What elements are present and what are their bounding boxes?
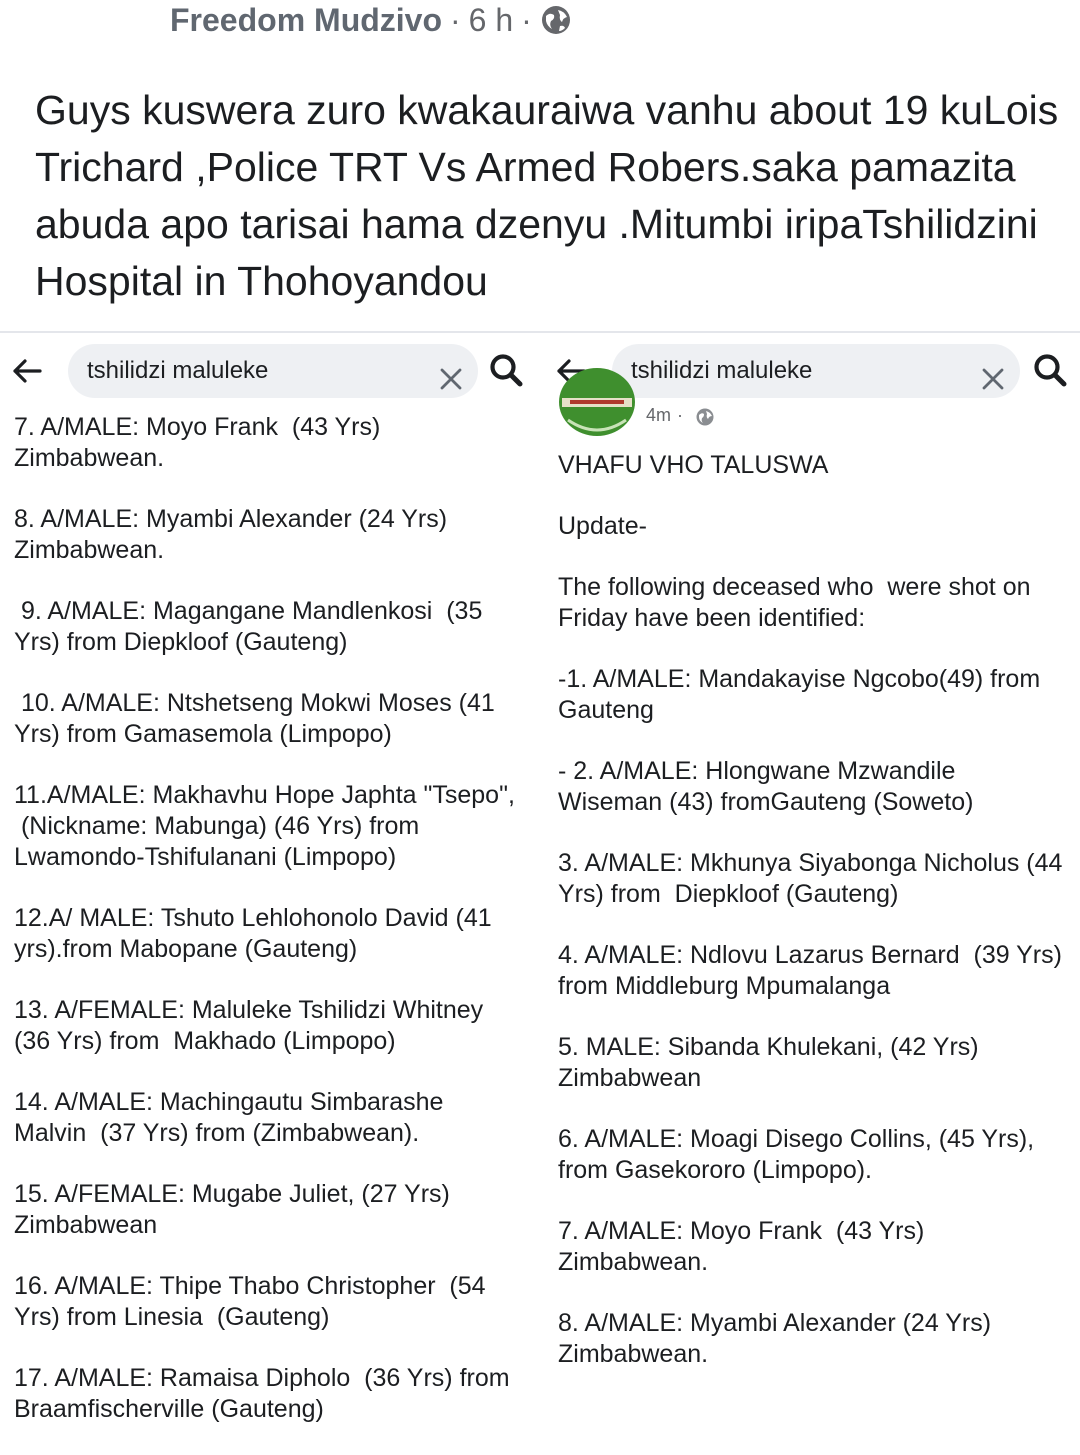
list-item: 4. A/MALE: Ndlovu Lazarus Bernard (39 Yrs) from Middleburg Mpumalanga — [558, 941, 1062, 1000]
close-icon[interactable] — [438, 358, 464, 384]
list-item: - 2. A/MALE: Hlongwane Mzwandile Wiseman (43) fromGauteng (Soweto) — [558, 757, 974, 816]
search-input-value: tshilidzi maluleke — [87, 357, 269, 384]
search-icon[interactable] — [488, 352, 524, 388]
list-item: 5. MALE: Sibanda Khulekani, (42 Yrs) Zimbabwean — [558, 1033, 979, 1092]
list-item: 7. A/MALE: Moyo Frank (43 Yrs) Zimbabwean. — [558, 1217, 925, 1276]
globe-icon — [540, 4, 572, 36]
search-input-value: tshilidzi maluleke — [631, 357, 813, 384]
search-input[interactable] — [612, 344, 1020, 398]
globe-icon — [695, 406, 715, 426]
list-item: 17. A/MALE: Ramaisa Dipholo (36 Yrs) from Braamfischerville (Gauteng) — [14, 1364, 510, 1423]
deceased-list-left — [14, 412, 534, 1455]
avatar[interactable] — [558, 398, 636, 438]
list-item: 6. A/MALE: Moagi Disego Collins, (45 Yrs), from Gasekororo (Limpopo). — [558, 1125, 1035, 1184]
list-item: 15. A/FEMALE: Mugabe Juliet, (27 Yrs) Zimbabwean — [14, 1180, 450, 1239]
back-arrow-icon[interactable] — [10, 354, 44, 388]
update-label: Update- — [558, 512, 647, 540]
intro-text: The following deceased who were shot on Friday have been identified: — [558, 573, 1031, 632]
list-item: 12.A/ MALE: Tshuto Lehlohonolo David (41 yrs).from Mabopane (Gauteng) — [14, 904, 492, 963]
list-item: 14. A/MALE: Machingautu Simbarashe Malvin (37 Yrs) from (Zimbabwean). — [14, 1088, 444, 1147]
right-screenshot-panel — [544, 334, 1080, 1401]
post-body — [558, 450, 1078, 1400]
list-item: 3. A/MALE: Mkhunya Siyabonga Nicholus (44 Yrs) from Diepkloof (Gauteng) — [558, 849, 1063, 908]
close-icon[interactable] — [980, 358, 1006, 384]
left-screenshot-panel — [0, 334, 540, 1423]
post-time[interactable]: 6 h — [468, 1, 514, 38]
post-time[interactable]: 4m — [646, 405, 672, 425]
list-item: 13. A/FEMALE: Maluleke Tshilidzi Whitney (36 Yrs) from Makhado (Limpopo) — [14, 996, 484, 1055]
list-item: 9. A/MALE: Magangane Mandlenkosi (35 Yrs) from Diepkloof (Gauteng) — [14, 597, 483, 656]
separator: · — [677, 405, 684, 425]
search-bar — [0, 340, 540, 400]
post-header — [170, 0, 572, 40]
list-item: 10. A/MALE: Ntshetseng Mokwi Moses (41 Yrs) from Gamasemola (Limpopo) — [14, 689, 495, 748]
list-item: 11.A/MALE: Makhavhu Hope Japhta "Tsepo", (Nickname: Mabunga) (46 Yrs) from Lwamondo-Tshifulanani (Limpopo) — [14, 781, 515, 871]
list-item: -1. A/MALE: Mandakayise Ngcobo(49) from Gauteng — [558, 665, 1041, 724]
post-heading: VHAFU VHO TALUSWA — [558, 451, 829, 479]
post-text: Guys kuswera zuro kwakauraiwa vanhu about 19 kuLois Trichard ,Police TRT Vs Armed Robers.saka pamazita abuda apo tarisai hama dzenyu .Mitumbi iripaTshilidzini Hospital in Thohoyandou — [35, 87, 1059, 304]
separator: · — [450, 1, 461, 38]
post-author[interactable]: Freedom Mudzivo — [170, 1, 443, 38]
list-item: 7. A/MALE: Moyo Frank (43 Yrs) Zimbabwean. — [14, 413, 381, 472]
divider — [0, 331, 1080, 333]
separator: · — [521, 1, 532, 38]
list-item: 16. A/MALE: Thipe Thabo Christopher (54 Yrs) from Linesia (Gauteng) — [14, 1272, 486, 1331]
list-item: 8. A/MALE: Myambi Alexander (24 Yrs) Zimbabwean. — [14, 505, 448, 564]
post-meta — [646, 400, 715, 431]
list-item: 8. A/MALE: Myambi Alexander (24 Yrs) Zimbabwean. — [558, 1309, 992, 1368]
search-input[interactable] — [68, 344, 478, 398]
search-icon[interactable] — [1032, 352, 1068, 388]
